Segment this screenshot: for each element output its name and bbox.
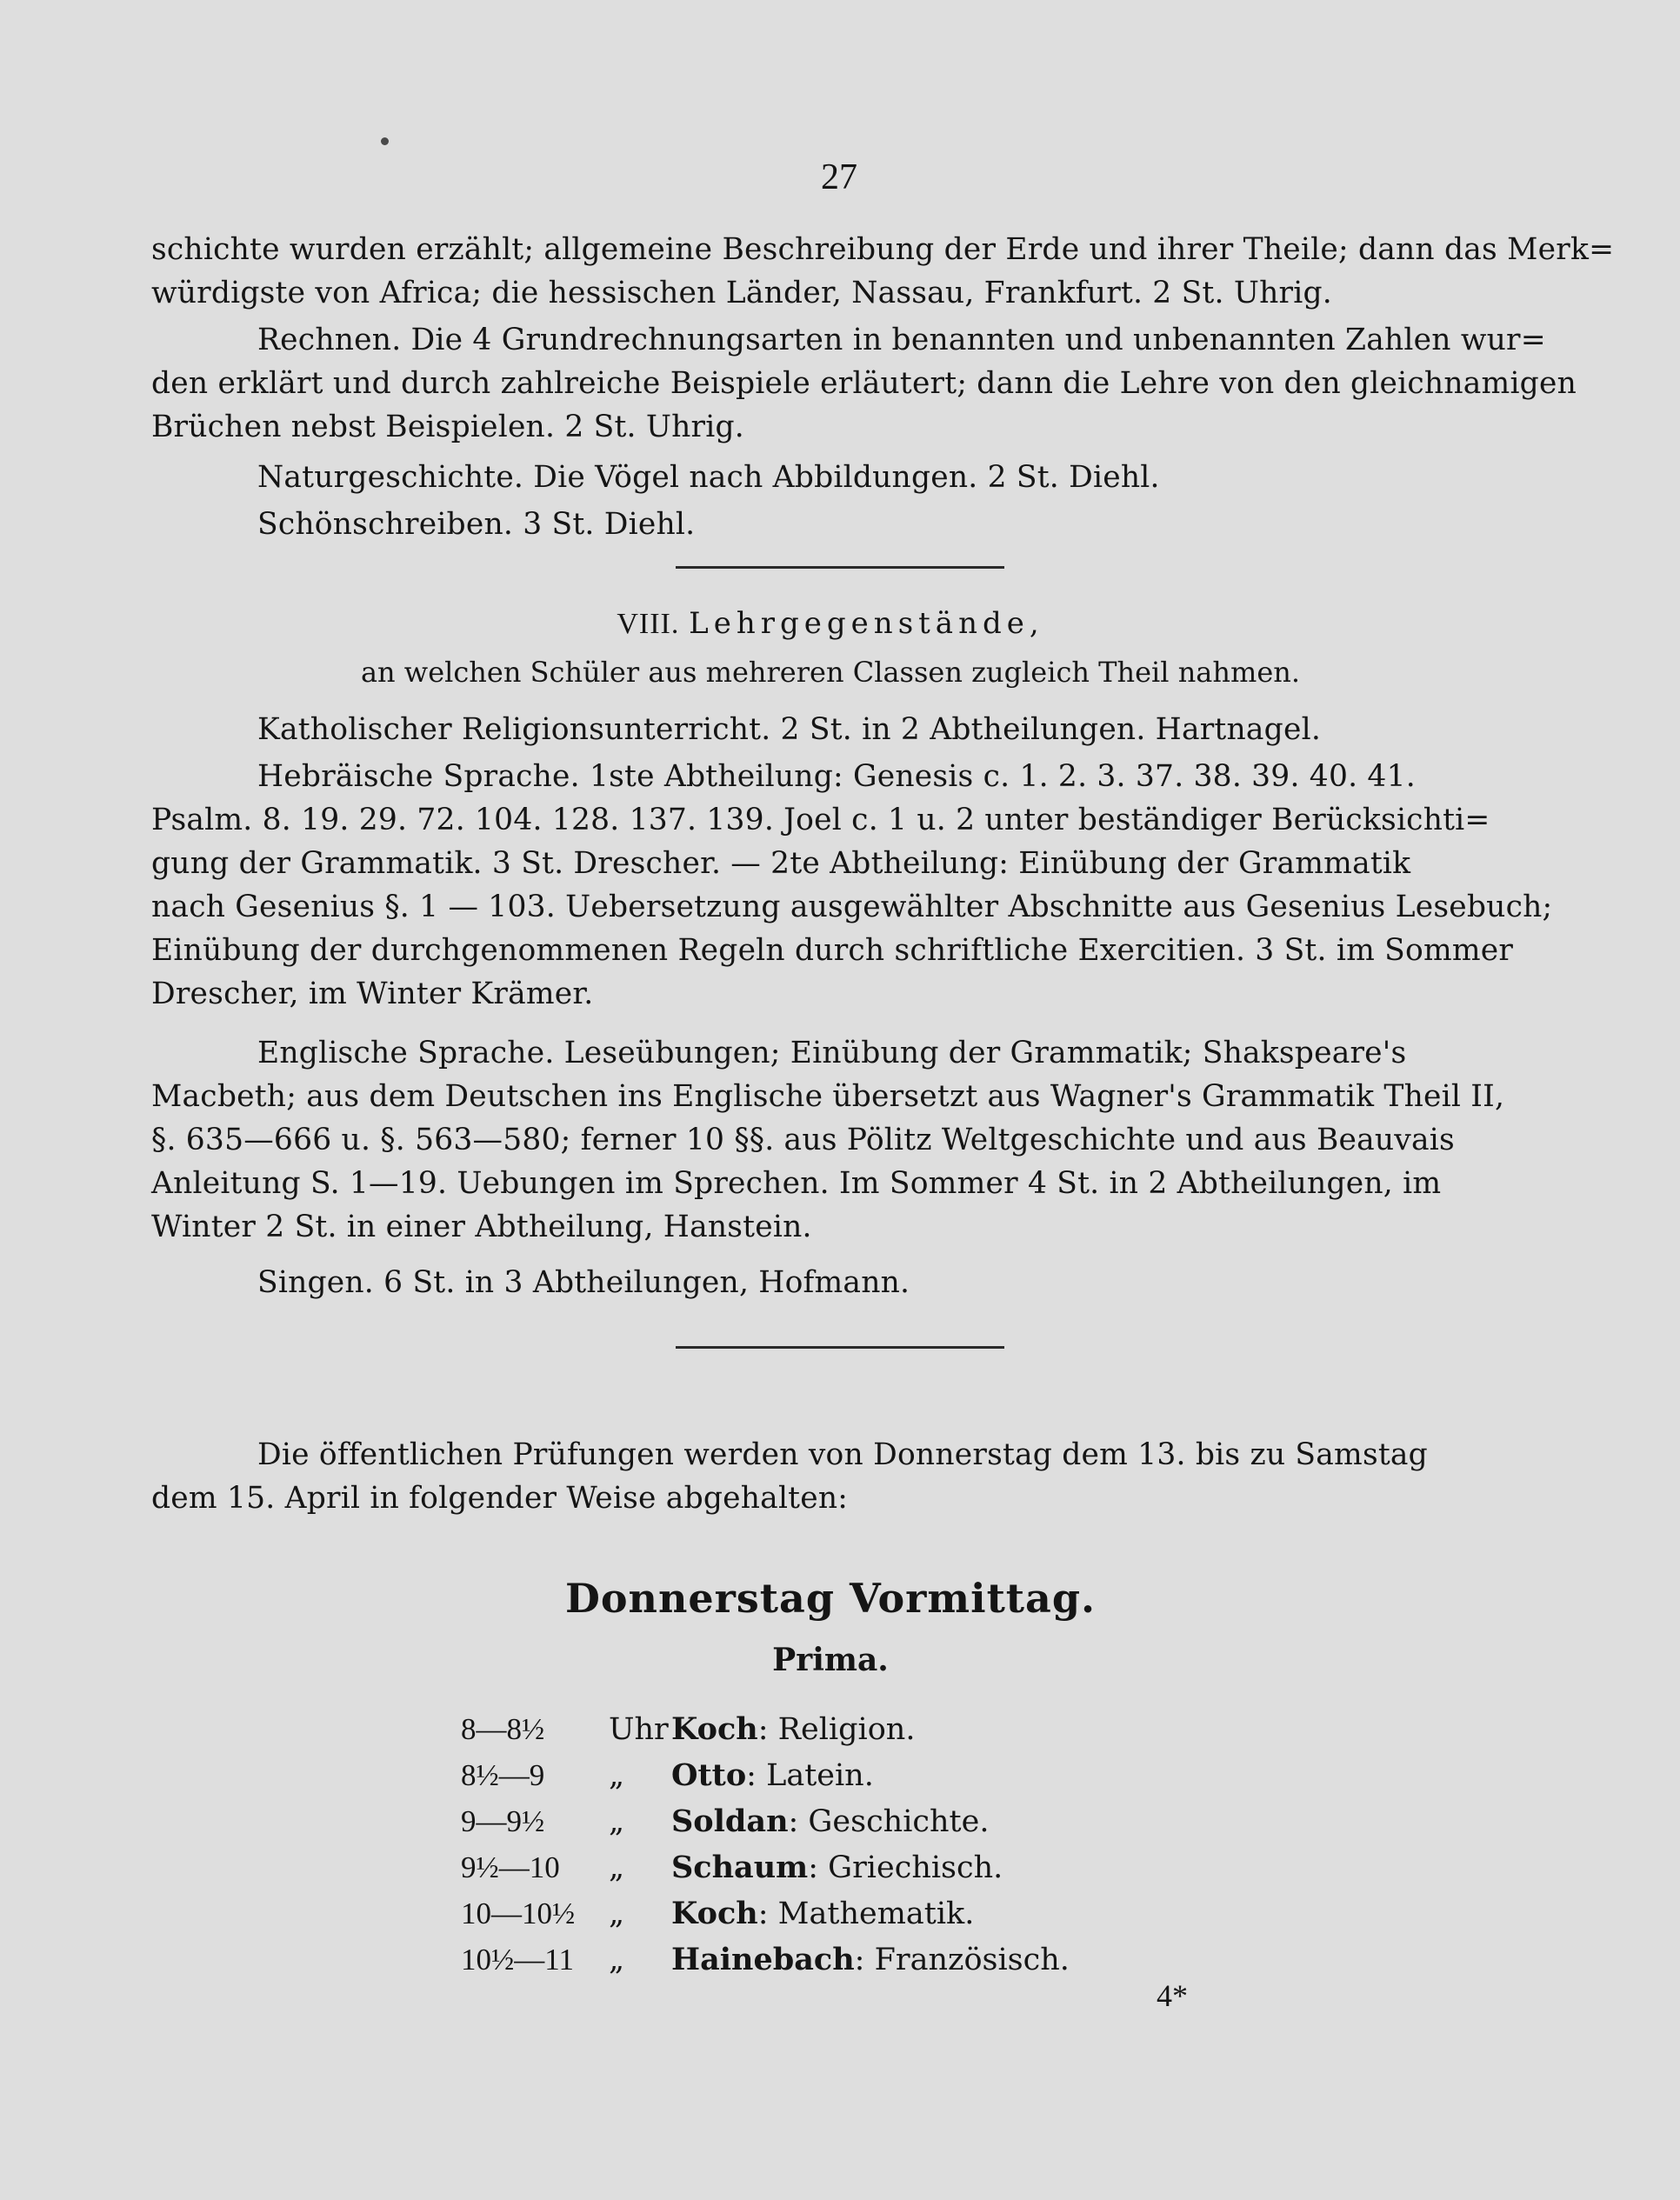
text-line: würdigste von Africa; die hessischen Länder, Nassau, Frankfurt. 2 St. Uhrig. [151, 276, 1332, 310]
text-line: Katholischer Religionsunterricht. 2 St. in 2 Abtheilungen. Hartnagel. [257, 712, 1321, 747]
schedule-teacher: Koch [671, 1896, 758, 1931]
schoenschreiben-paragraph [151, 503, 1510, 546]
text-line: Winter 2 St. in einer Abtheilung, Hanstein. [151, 1210, 812, 1244]
schedule-time: 9½—10 [461, 1850, 560, 1884]
divider-rule [676, 566, 1004, 569]
text-line: nach Gesenius §. 1 — 103. Uebersetzung ausgewählter Abschnitte aus Gesenius Lesebuch; [151, 890, 1553, 924]
text-line: Macbeth; aus dem Deutschen ins Englische übersetzt aus Wagner's Grammatik Theil II, [151, 1079, 1505, 1114]
schedule-time: 10—10½ [461, 1897, 576, 1930]
pruefungen-paragraph [151, 1433, 1510, 1520]
schedule-teacher: Koch [671, 1711, 758, 1747]
schedule-time: 9—9½ [461, 1804, 545, 1838]
signature-mark: 4* [1157, 1978, 1188, 2013]
schedule-time: 10½—11 [461, 1943, 574, 1977]
section-number: VIII. [617, 608, 680, 640]
schedule-row [461, 1937, 1070, 1983]
schedule-unit: Uhr [609, 1712, 669, 1747]
schedule-teacher: Hainebach [671, 1942, 855, 1977]
rechnen-paragraph [151, 318, 1577, 449]
text-line: §. 635—666 u. §. 563—580; ferner 10 §§. aus Pölitz Weltgeschichte und aus Beauvais [151, 1123, 1455, 1157]
schedule-time: 8½—9 [461, 1758, 545, 1792]
section-title: Lehrgegenstände, [689, 606, 1044, 641]
text-line: Singen. 6 St. in 3 Abtheilungen, Hofmann. [257, 1265, 910, 1300]
schedule-row [461, 1706, 1070, 1752]
schedule-subject: : Latein. [746, 1758, 874, 1793]
schedule-row [461, 1752, 1070, 1798]
schedule-unit: „ [609, 1850, 625, 1885]
schedule-row [461, 1798, 1070, 1844]
intro-paragraph [151, 228, 1615, 315]
text-line: schichte wurden erzählt; allgemeine Beschreibung der Erde und ihrer Theile; dann das Merk= [151, 232, 1615, 267]
section-subtitle: an welchen Schüler aus mehreren Classen zugleich Theil nahmen. [360, 656, 1301, 689]
ink-dot [381, 137, 389, 145]
schedule-unit: „ [609, 1897, 625, 1931]
singen-paragraph [151, 1261, 1510, 1304]
naturgeschichte-paragraph [151, 456, 1510, 499]
text-line: Rechnen. Die 4 Grundrechnungsarten in benannten und unbenannten Zahlen wur= [257, 323, 1546, 357]
schedule-unit: „ [609, 1758, 625, 1793]
text-line: dem 15. April in folgender Weise abgehalten: [151, 1481, 849, 1516]
text-line: Psalm. 8. 19. 29. 72. 104. 128. 137. 139. Joel c. 1 u. 2 unter beständiger Berücksichti= [151, 803, 1490, 837]
section-heading [151, 602, 1510, 646]
schedule-teacher: Soldan [671, 1803, 789, 1839]
schedule-subject: : Mathematik. [757, 1897, 975, 1931]
englisch-paragraph [151, 1031, 1510, 1249]
schedule-row [461, 1844, 1070, 1890]
text-line: Schönschreiben. 3 St. Diehl. [257, 507, 696, 542]
schedule-subject: : Griechisch. [808, 1850, 1003, 1885]
text-line: Hebräische Sprache. 1ste Abtheilung: Genesis c. 1. 2. 3. 37. 38. 39. 40. 41. [257, 759, 1416, 794]
schedule-subject: : Religion. [757, 1712, 916, 1747]
page-number: 27 [821, 157, 857, 197]
hebraeisch-paragraph [151, 755, 1553, 1016]
schedule-unit: „ [609, 1804, 625, 1839]
schedule-unit: „ [609, 1943, 625, 1977]
schedule-time: 8—8½ [461, 1712, 545, 1746]
text-line: Englische Sprache. Leseübungen; Einübung der Grammatik; Shakspeare's [257, 1036, 1407, 1070]
katholisch-paragraph [151, 708, 1510, 751]
day-heading: Donnerstag Vormittag. [564, 1575, 1097, 1622]
exam-schedule [461, 1706, 1070, 1983]
schedule-row [461, 1890, 1070, 1937]
schedule-teacher: Schaum [671, 1850, 809, 1885]
text-line: Einübung der durchgenommenen Regeln durch schriftliche Exercitien. 3 St. im Sommer [151, 933, 1514, 968]
text-line: Drescher, im Winter Krämer. [151, 977, 594, 1011]
text-line: den erklärt und durch zahlreiche Beispiele erläutert; dann die Lehre von den gleichnamigen [151, 366, 1577, 401]
schedule-teacher: Otto [671, 1757, 747, 1793]
divider-rule [676, 1346, 1004, 1349]
text-line: Naturgeschichte. Die Vögel nach Abbildungen. 2 St. Diehl. [257, 460, 1160, 495]
schedule-subject: : Französisch. [854, 1943, 1070, 1977]
text-line: Die öffentlichen Prüfungen werden von Donnerstag dem 13. bis zu Samstag [257, 1437, 1428, 1472]
schedule-subject: : Geschichte. [788, 1804, 990, 1839]
text-line: Brüchen nebst Beispielen. 2 St. Uhrig. [151, 410, 744, 444]
text-line: Anleitung S. 1—19. Uebungen im Sprechen. Im Sommer 4 St. in 2 Abtheilungen, im [151, 1166, 1442, 1201]
text-line: gung der Grammatik. 3 St. Drescher. — 2te Abtheilung: Einübung der Grammatik [151, 846, 1411, 881]
class-heading: Prima. [772, 1642, 889, 1678]
